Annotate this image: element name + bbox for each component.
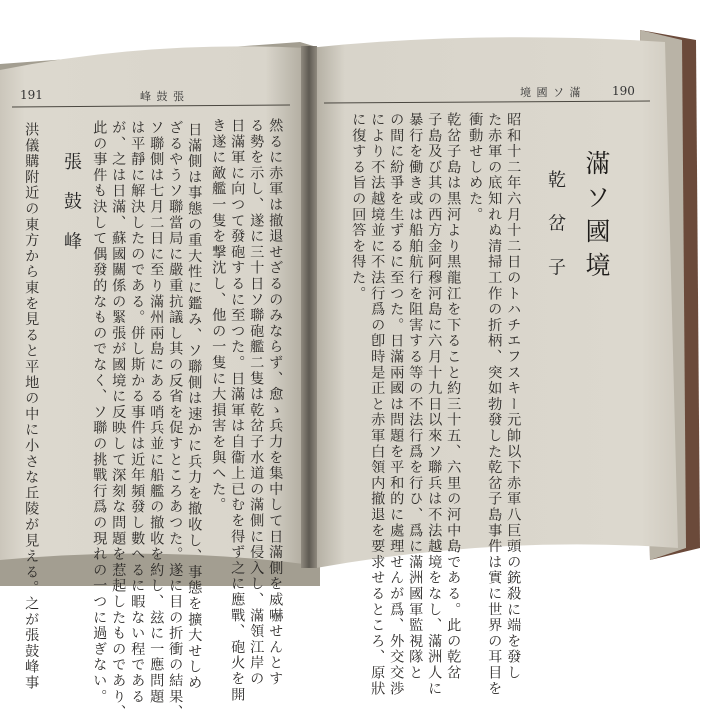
right-text-line: た赤軍の底知れぬ清掃工作の折柄、突如勃發した乾岔子島事件は實に世界の耳目を <box>486 112 503 697</box>
right-page-number: 190 <box>612 84 635 98</box>
left-text-line: 日滿側は事態の重大性に鑑み、ソ聯側は速かに兵力を撤收し、事態を擴大せしめ <box>186 122 203 691</box>
section-title: 張 鼓 峰 <box>61 152 82 258</box>
left-page-number: 191 <box>20 88 43 102</box>
right-text-line: に復する旨の回答を得た。 <box>350 112 367 302</box>
left-text-line: 然るに赤軍は撤退せざるのみならず、愈ゝ兵力を集中して日滿側を威嚇せんとす <box>267 118 284 687</box>
author-name: 乾 岔 子 <box>545 170 566 286</box>
right-text-line: 乾岔子島は黒河より黒龍江を下ること約三十五、六里の河中島である。此の乾岔 <box>445 112 462 681</box>
right-text-line: 暴行を働き或は船舶航行を阻害する等の不法行爲を行ひ、爲に滿洲國軍監視隊と <box>407 112 424 681</box>
left-text-line: は平靜に解決したのである。併し斯かる事件は近年頻發し數へるに暇ない程である <box>129 120 146 705</box>
right-text-line: 衝動せしめた。 <box>467 112 484 223</box>
article-title: 滿ソ國境 <box>582 150 611 286</box>
left-text-line: 洪儀購附近の東方から東を見ると平地の中に小さな丘陵が見える。之が張鼓峰事 <box>23 122 40 691</box>
left-running-header: 峰 鼓 張 <box>140 90 185 103</box>
right-text-line: 子島及び其の西方金阿穆河島に六月十九日以來ソ聯兵は不法越境をなし、滿洲人に <box>426 112 443 697</box>
left-text-line: 日滿軍に向つて發砲するに至つた。日滿軍は自衞上已むを得ず之に應戰、砲火を開 <box>229 118 246 703</box>
right-text-line: 昭和十二年六月十二日のトハチエフスキー元帥以下赤軍八巨頭の銃殺に端を發し <box>505 112 522 681</box>
left-text-line: ざるやうソ聯當局に嚴重抗議し其の反省を促すところあつた。遂に目の折衝の結果、 <box>167 120 184 720</box>
left-text-line: ソ聯側は七月二日に至り滿州兩島にある哨兵並に船艦の撤收を約し、玆に一應問題 <box>148 120 165 705</box>
right-running-header: 境 國 ソ 滿 <box>520 86 582 99</box>
right-text-line: の間に紛爭を生ずるに至つた。日滿兩國は問題を平和的に處理せんが爲、外交交渉 <box>388 112 405 697</box>
right-text-line: により不法越境並に不法行爲の卽時是正と赤軍白領内撤退を要求せるところ、原狀 <box>369 112 386 697</box>
left-text-line: 此の事件も決して偶發的なものでなく、ソ聯の挑戰行爲の現れの一つに過ぎない。 <box>91 120 108 705</box>
left-text-line: が、之は日滿、蘇國關係の緊張が國境に反映して深刻な問題を惹起したものであり、 <box>110 120 127 720</box>
book-gutter <box>301 46 317 568</box>
left-text-line: る勢を示し、遂に三十日ソ聯砲艦二隻は乾岔子水道の滿側に侵入し、滿領江岸の <box>248 118 265 687</box>
left-text-line: き遂に敵艦一隻を撃沈し、他の一隻に大損害を與へた。 <box>210 118 227 513</box>
